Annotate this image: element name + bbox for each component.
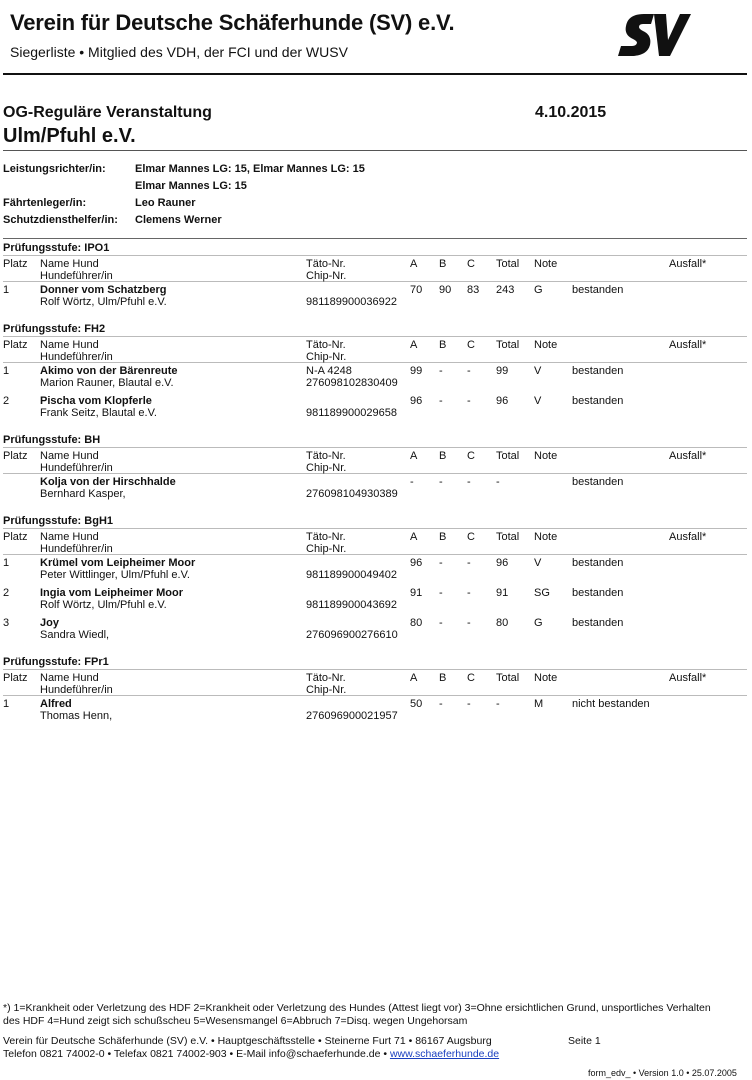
result-status: bestanden xyxy=(572,284,624,296)
col-taeto-nr: Täto-Nr. xyxy=(306,258,346,270)
dog-name: Kolja von der Hirschhalde xyxy=(40,476,176,488)
col-total: Total xyxy=(496,339,520,351)
score-c: - xyxy=(467,395,471,407)
col-a: A xyxy=(410,258,418,270)
handler-name: Sandra Wiedl, xyxy=(40,629,110,641)
handler-name: Marion Rauner, Blautal e.V. xyxy=(40,377,174,389)
exam-section xyxy=(3,655,747,736)
taeto-number: N-A 4248 xyxy=(306,365,352,377)
score-c: - xyxy=(467,557,471,569)
exam-section xyxy=(3,433,747,514)
col-name-hund: Name Hund xyxy=(40,339,99,351)
score-total: 243 xyxy=(496,284,515,296)
col-chip-nr: Chip-Nr. xyxy=(306,270,347,282)
col-a: A xyxy=(410,531,418,543)
event-title: OG-Reguläre Veranstaltung xyxy=(3,104,212,121)
result-row xyxy=(3,555,747,585)
section-spacer xyxy=(3,423,747,433)
score-a: 80 xyxy=(410,617,423,629)
page-number: Seite 1 xyxy=(568,1035,601,1047)
section-title: Prüfungsstufe: BgH1 xyxy=(3,515,113,527)
col-platz: Platz xyxy=(3,339,28,351)
score-c: - xyxy=(467,617,471,629)
col-c: C xyxy=(467,531,475,543)
grade: V xyxy=(534,365,542,377)
dog-name: Krümel vom Leipheimer Moor xyxy=(40,557,196,569)
event-club: Ulm/Pfuhl e.V. xyxy=(3,125,136,147)
score-total: 80 xyxy=(496,617,509,629)
col-a: A xyxy=(410,450,418,462)
handler-name: Bernhard Kasper, xyxy=(40,488,126,500)
score-b: 90 xyxy=(439,284,452,296)
website-link[interactable]: www.schaeferhunde.de xyxy=(389,1048,500,1060)
col-total: Total xyxy=(496,531,520,543)
score-b: - xyxy=(439,698,443,710)
handler-name: Rolf Wörtz, Ulm/Pfuhl e.V. xyxy=(40,599,167,611)
score-a: 70 xyxy=(410,284,423,296)
chip-number: 276098102830409 xyxy=(306,377,398,389)
col-total: Total xyxy=(496,258,520,270)
placement: 1 xyxy=(3,557,10,569)
col-chip-nr: Chip-Nr. xyxy=(306,462,347,474)
result-row xyxy=(3,585,747,615)
score-c: - xyxy=(467,587,471,599)
col-c: C xyxy=(467,339,475,351)
result-row xyxy=(3,474,747,504)
official-value: Elmar Mannes LG: 15, Elmar Mannes LG: 15 xyxy=(135,163,365,175)
form-version: form_edv_ • Version 1.0 • 25.07.2005 xyxy=(588,1068,737,1078)
footer-address xyxy=(3,1035,499,1061)
event-divider xyxy=(3,150,747,151)
col-hundefuehrer: Hundeführer/in xyxy=(40,543,113,555)
col-taeto-nr: Täto-Nr. xyxy=(306,339,346,351)
col-a: A xyxy=(410,339,418,351)
handler-name: Frank Seitz, Blautal e.V. xyxy=(40,407,157,419)
score-total: 91 xyxy=(496,587,509,599)
dog-name: Ingia vom Leipheimer Moor xyxy=(40,587,184,599)
dog-name: Akimo von der Bärenreute xyxy=(40,365,178,377)
col-ausfall: Ausfall* xyxy=(669,339,707,351)
result-row xyxy=(3,282,747,312)
exam-section xyxy=(3,241,747,322)
score-b: - xyxy=(439,617,443,629)
handler-name: Rolf Wörtz, Ulm/Pfuhl e.V. xyxy=(40,296,167,308)
grade: G xyxy=(534,617,543,629)
result-row xyxy=(3,393,747,423)
grade: SG xyxy=(534,587,550,599)
column-header-row xyxy=(3,337,747,362)
score-a: - xyxy=(410,476,414,488)
section-spacer xyxy=(3,312,747,322)
column-header-row xyxy=(3,448,747,473)
score-c: 83 xyxy=(467,284,480,296)
official-label: Leistungsrichter/in: xyxy=(3,163,106,175)
grade: V xyxy=(534,395,542,407)
col-hundefuehrer: Hundeführer/in xyxy=(40,462,113,474)
result-row xyxy=(3,363,747,393)
col-c: C xyxy=(467,258,475,270)
contact-text: Telefon 0821 74002-0 • Telefax 0821 74002-903 • E-Mail info@schaeferhunde.de • xyxy=(3,1048,390,1060)
result-status: bestanden xyxy=(572,476,624,488)
score-total: 96 xyxy=(496,557,509,569)
placement: 2 xyxy=(3,587,10,599)
col-c: C xyxy=(467,672,475,684)
col-name-hund: Name Hund xyxy=(40,450,99,462)
result-status: bestanden xyxy=(572,587,624,599)
col-ausfall: Ausfall* xyxy=(669,531,707,543)
sv-logo xyxy=(616,8,692,60)
col-b: B xyxy=(439,339,447,351)
placement: 3 xyxy=(3,617,10,629)
legend-line: *) 1=Krankheit oder Verletzung des HDF 2=Krankheit oder Verletzung des Hundes (Attest liegt vor) 3=Ohne ersichtlichen Grund, unsportliches Verhalten xyxy=(3,1002,711,1014)
column-header-row xyxy=(3,670,747,695)
column-header-row xyxy=(3,256,747,281)
org-title: Verein für Deutsche Schäferhunde (SV) e.V. xyxy=(10,10,455,35)
col-taeto-nr: Täto-Nr. xyxy=(306,531,346,543)
col-note: Note xyxy=(534,258,558,270)
result-status: bestanden xyxy=(572,365,624,377)
score-a: 50 xyxy=(410,698,423,710)
col-note: Note xyxy=(534,672,558,684)
col-name-hund: Name Hund xyxy=(40,672,99,684)
score-a: 96 xyxy=(410,557,423,569)
score-c: - xyxy=(467,365,471,377)
col-total: Total xyxy=(496,450,520,462)
col-platz: Platz xyxy=(3,450,28,462)
col-name-hund: Name Hund xyxy=(40,531,99,543)
header-divider xyxy=(3,73,747,75)
section-title: Prüfungsstufe: FPr1 xyxy=(3,656,109,668)
score-total: 99 xyxy=(496,365,509,377)
dog-name: Pischa vom Klopferle xyxy=(40,395,152,407)
placement: 1 xyxy=(3,284,10,296)
col-ausfall: Ausfall* xyxy=(669,672,707,684)
results-sections xyxy=(3,241,747,736)
section-spacer xyxy=(3,645,747,655)
result-row xyxy=(3,696,747,726)
handler-name: Thomas Henn, xyxy=(40,710,113,722)
dog-name: Donner vom Schatzberg xyxy=(40,284,167,296)
column-header-row xyxy=(3,529,747,554)
score-total: 96 xyxy=(496,395,509,407)
score-b: - xyxy=(439,557,443,569)
score-c: - xyxy=(467,698,471,710)
col-name-hund: Name Hund xyxy=(40,258,99,270)
section-title: Prüfungsstufe: FH2 xyxy=(3,323,106,335)
col-hundefuehrer: Hundeführer/in xyxy=(40,684,113,696)
org-subtitle: Siegerliste • Mitglied des VDH, der FCI und der WUSV xyxy=(10,44,348,60)
col-platz: Platz xyxy=(3,258,28,270)
chip-number: 981189900049402 xyxy=(306,569,397,581)
result-status: nicht bestanden xyxy=(572,698,650,710)
grade: V xyxy=(534,557,542,569)
col-note: Note xyxy=(534,531,558,543)
result-status: bestanden xyxy=(572,617,624,629)
col-a: A xyxy=(410,672,418,684)
score-total: - xyxy=(496,698,500,710)
score-a: 96 xyxy=(410,395,423,407)
col-taeto-nr: Täto-Nr. xyxy=(306,672,346,684)
address-line: Verein für Deutsche Schäferhunde (SV) e.V. • Hauptgeschäftsstelle • Steinerne Furt 71 • 86167 Augsburg xyxy=(3,1035,492,1047)
col-total: Total xyxy=(496,672,520,684)
officials-divider xyxy=(3,238,747,239)
section-spacer xyxy=(3,504,747,514)
col-b: B xyxy=(439,672,447,684)
chip-number: 981189900043692 xyxy=(306,599,397,611)
placement: 1 xyxy=(3,365,10,377)
section-spacer xyxy=(3,726,747,736)
result-status: bestanden xyxy=(572,557,624,569)
score-total: - xyxy=(496,476,500,488)
score-b: - xyxy=(439,365,443,377)
result-status: bestanden xyxy=(572,395,624,407)
chip-number: 276098104930389 xyxy=(306,488,398,500)
col-chip-nr: Chip-Nr. xyxy=(306,351,347,363)
col-b: B xyxy=(439,450,447,462)
col-hundefuehrer: Hundeführer/in xyxy=(40,270,113,282)
chip-number: 276096900021957 xyxy=(306,710,398,722)
score-b: - xyxy=(439,476,443,488)
col-b: B xyxy=(439,258,447,270)
col-note: Note xyxy=(534,450,558,462)
col-note: Note xyxy=(534,339,558,351)
col-ausfall: Ausfall* xyxy=(669,258,707,270)
exam-section xyxy=(3,322,747,433)
dog-name: Alfred xyxy=(40,698,72,710)
section-title: Prüfungsstufe: BH xyxy=(3,434,101,446)
exam-section xyxy=(3,514,747,655)
score-b: - xyxy=(439,587,443,599)
col-chip-nr: Chip-Nr. xyxy=(306,543,347,555)
placement: 2 xyxy=(3,395,10,407)
placement: 1 xyxy=(3,698,10,710)
chip-number: 276096900276610 xyxy=(306,629,398,641)
dog-name: Joy xyxy=(40,617,59,629)
chip-number: 981189900036922 xyxy=(306,296,397,308)
section-title: Prüfungsstufe: IPO1 xyxy=(3,242,110,254)
grade: M xyxy=(534,698,544,710)
ausfall-legend xyxy=(3,1002,749,1028)
score-a: 99 xyxy=(410,365,423,377)
official-value: Elmar Mannes LG: 15 xyxy=(135,180,247,192)
score-b: - xyxy=(439,395,443,407)
result-row xyxy=(3,615,747,645)
contact-line xyxy=(3,1048,499,1061)
score-a: 91 xyxy=(410,587,423,599)
col-c: C xyxy=(467,450,475,462)
official-label: Schutzdiensthelfer/in: xyxy=(3,214,118,226)
col-platz: Platz xyxy=(3,531,28,543)
legend-line: des HDF 4=Hund zeigt sich schußscheu 5=Wesensmangel 6=Abbruch 7=Disq. wegen Ungehorsam xyxy=(3,1015,468,1027)
col-hundefuehrer: Hundeführer/in xyxy=(40,351,113,363)
official-value: Clemens Werner xyxy=(135,214,222,226)
col-taeto-nr: Täto-Nr. xyxy=(306,450,346,462)
official-value: Leo Rauner xyxy=(135,197,196,209)
col-platz: Platz xyxy=(3,672,28,684)
handler-name: Peter Wittlinger, Ulm/Pfuhl e.V. xyxy=(40,569,190,581)
chip-number: 981189900029658 xyxy=(306,407,397,419)
grade: G xyxy=(534,284,543,296)
official-label: Fährtenleger/in: xyxy=(3,197,87,209)
col-ausfall: Ausfall* xyxy=(669,450,707,462)
score-c: - xyxy=(467,476,471,488)
col-chip-nr: Chip-Nr. xyxy=(306,684,347,696)
event-date: 4.10.2015 xyxy=(535,104,607,121)
col-b: B xyxy=(439,531,447,543)
